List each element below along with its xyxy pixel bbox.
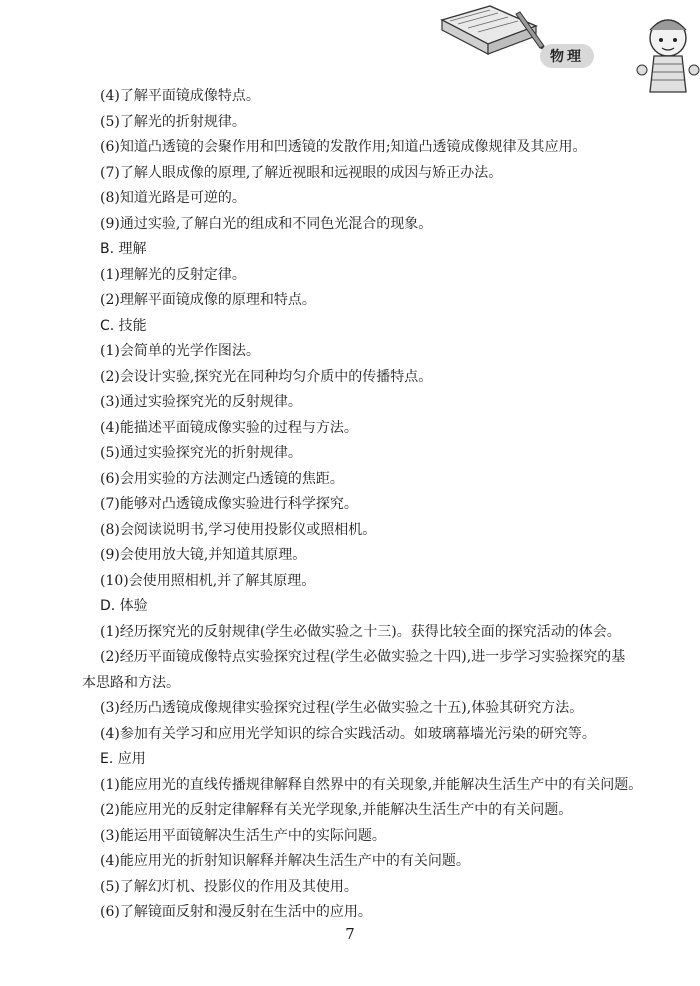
- list-item: (5)了解幻灯机、投影仪的作用及其使用。: [100, 878, 358, 895]
- list-item: (4)能描述平面镜成像实验的过程与方法。: [100, 419, 358, 436]
- list-item: (9)通过实验,了解白光的组成和不同色光混合的现象。: [100, 215, 433, 232]
- list-item: (1)能应用光的直线传播规律解释自然界中的有关现象,并能解决生活生产中的有关问题。: [100, 776, 643, 793]
- list-item: (5)通过实验探究光的折射规律。: [100, 445, 302, 461]
- main-content: [82, 84, 665, 926]
- page-number: 7: [345, 925, 355, 943]
- section-heading: D. 体验: [100, 598, 148, 614]
- subject-label: 物理: [540, 44, 594, 68]
- list-item: (2)会设计实验,探究光在同种均匀介质中的传播特点。: [100, 368, 433, 385]
- list-item: (2)经历平面镜成像特点实验探究过程(学生必做实验之十四),进一步学习实验探究的基: [100, 649, 626, 665]
- section-heading: B. 理解: [100, 241, 147, 257]
- list-item: (6)会用实验的方法测定凸透镜的焦距。: [100, 470, 344, 487]
- list-item: (2)理解平面镜成像的原理和特点。: [100, 292, 316, 308]
- list-item: (7)能够对凸透镜成像实验进行科学探究。: [100, 496, 358, 512]
- list-item: (10)会使用照相机,并了解其原理。: [100, 572, 316, 589]
- section-heading: C. 技能: [100, 317, 147, 334]
- list-item: (4)了解平面镜成像特点。: [100, 88, 260, 104]
- list-item: (1)经历探究光的反射规律(学生必做实验之十三)。获得比较全面的探究活动的体会。: [100, 623, 621, 640]
- list-item: (3)能运用平面镜解决生活生产中的实际问题。: [100, 827, 386, 844]
- section-heading: E. 应用: [100, 751, 146, 767]
- list-item: (4)参加有关学习和应用光学知识的综合实践活动。如玻璃幕墙光污染的研究等。: [100, 725, 596, 742]
- list-item-continuation: 本思路和方法。: [82, 674, 180, 691]
- list-item: (8)会阅读说明书,学习使用投影仪或照相机。: [100, 521, 377, 538]
- list-item: (9)会使用放大镜,并知道其原理。: [100, 547, 307, 563]
- list-item: (6)知道凸透镜的会聚作用和凹透镜的发散作用;知道凸透镜成像规律及其应用。: [100, 139, 587, 155]
- list-item: (6)了解镜面反射和漫反射在生活中的应用。: [100, 904, 372, 920]
- list-item: (7)了解人眼成像的原理,了解近视眼和远视眼的成因与矫正办法。: [100, 164, 503, 181]
- list-item: (8)知道光路是可逆的。: [100, 190, 246, 206]
- list-item: (3)通过实验探究光的反射规律。: [100, 394, 302, 410]
- list-item: (5)了解光的折射规律。: [100, 113, 246, 130]
- list-item: (1)理解光的反射定律。: [100, 266, 246, 283]
- list-item: (1)会简单的光学作图法。: [100, 343, 260, 359]
- list-item: (4)能应用光的折射知识解释并解决生活生产中的有关问题。: [100, 853, 470, 869]
- list-item: (3)经历凸透镜成像规律实验探究过程(学生必做实验之十五),体验其研究方法。: [100, 700, 584, 716]
- list-item: (2)能应用光的反射定律解释有关光学现象,并能解决生活生产中的有关问题。: [100, 802, 573, 818]
